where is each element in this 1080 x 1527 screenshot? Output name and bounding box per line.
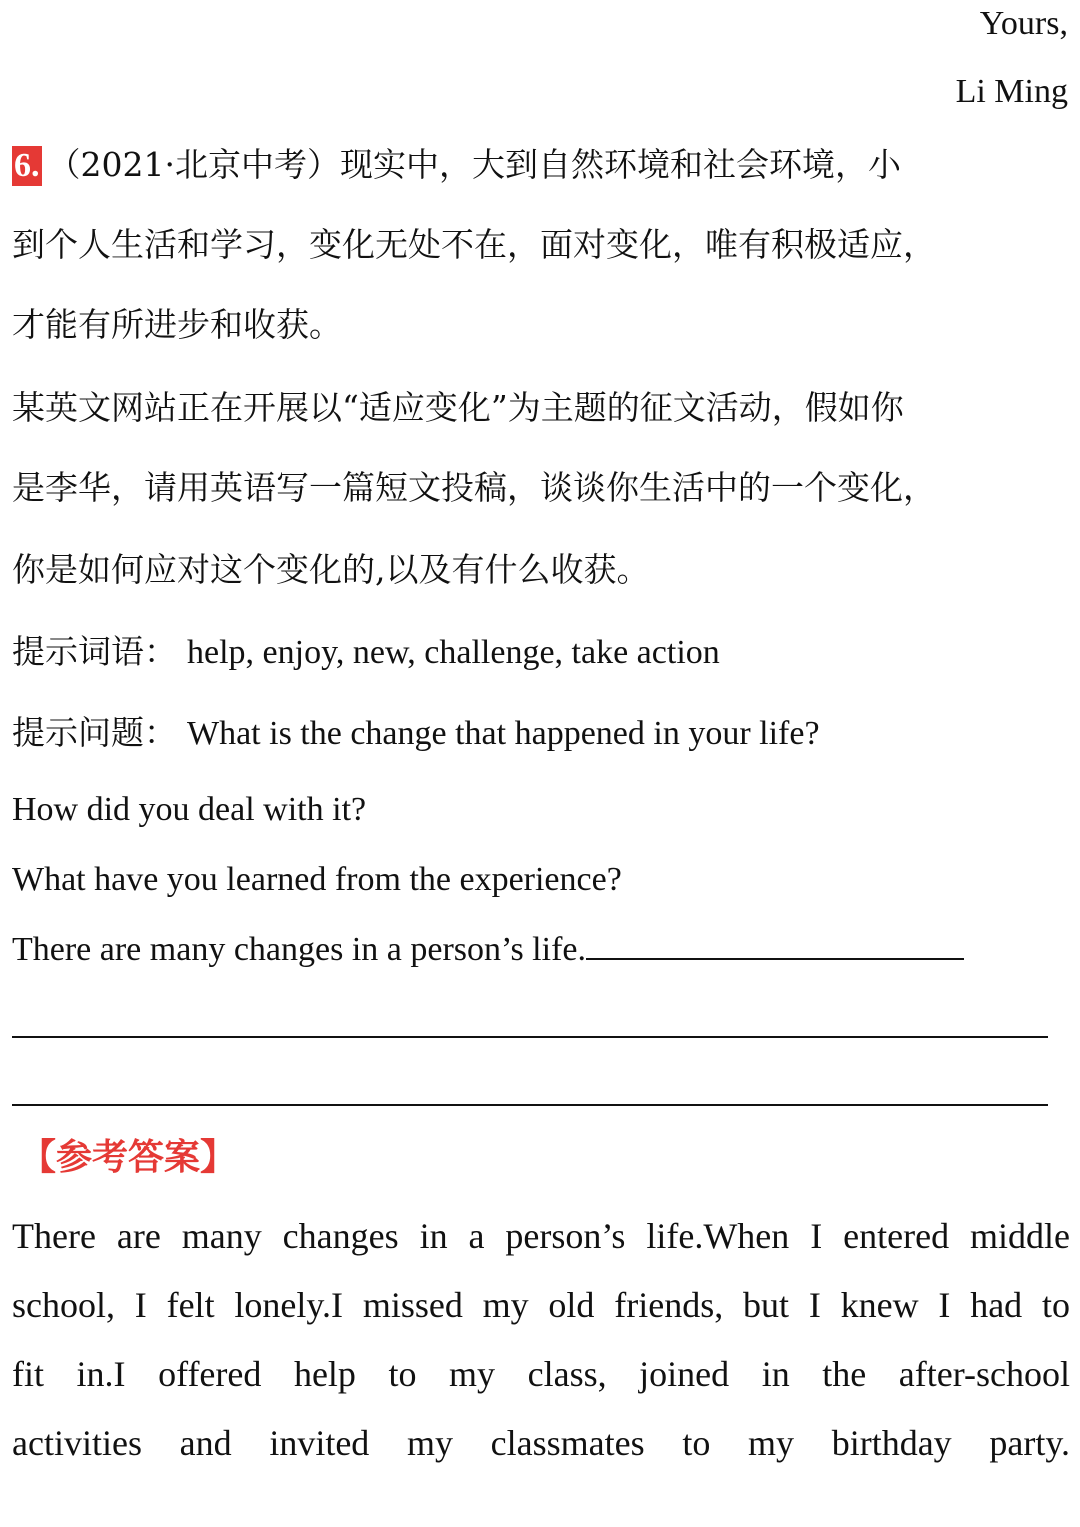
question-text-1: （2021·北京中考）现实中，大到自然环境和社会环境，小: [47, 145, 901, 184]
answer-line-2: school, I felt lonely.I missed my old friends, but I knew I had to: [12, 1285, 1070, 1325]
hint-words: [12, 632, 1070, 673]
question-number-badge: 6.: [14, 147, 40, 184]
hint-question-1: What is the change that happened in your life?: [187, 715, 820, 752]
question-line-5: 是李华，请用英语写一篇短文投稿，谈谈你生活中的一个变化，: [12, 468, 936, 507]
hint-words-text: help, enjoy, new, challenge, take action: [187, 634, 720, 671]
answer-blank-2[interactable]: [12, 1036, 1048, 1038]
question-line-1: [12, 145, 1070, 186]
question-line-3: 才能有所进步和收获。: [12, 305, 342, 344]
hint-question-3: What have you learned from the experience?: [12, 861, 622, 898]
writing-starter: There are many changes in a person’s life.: [12, 931, 586, 968]
answer-blank-1[interactable]: [586, 928, 964, 960]
hint-words-label: 提示词语：: [12, 632, 177, 671]
reference-answer-title: 【参考答案】: [20, 1137, 237, 1178]
answer-line-3: fit in.I offered help to my class, joined in the after-school: [12, 1354, 1070, 1394]
answer-blank-3[interactable]: [12, 1104, 1048, 1106]
hint-question-2: How did you deal with it?: [12, 791, 367, 828]
answer-line-4: activities and invited my classmates to my birthday party.: [12, 1423, 1070, 1463]
question-line-6: 你是如何应对这个变化的,以及有什么收获。: [12, 550, 650, 589]
answer-line-1: There are many changes in a person’s life.When I entered middle: [12, 1216, 1070, 1256]
closing-salutation: Yours,: [979, 5, 1068, 42]
closing-signature: Li Ming: [955, 73, 1068, 110]
question-line-2: 到个人生活和学习，变化无处不在，面对变化，唯有积极适应，: [12, 225, 936, 264]
question-line-4: 某英文网站正在开展以“适应变化”为主题的征文活动，假如你: [12, 388, 904, 427]
hint-questions-label: 提示问题：: [12, 713, 177, 752]
writing-starter-line: [12, 928, 1070, 970]
hint-questions: [12, 713, 1070, 754]
